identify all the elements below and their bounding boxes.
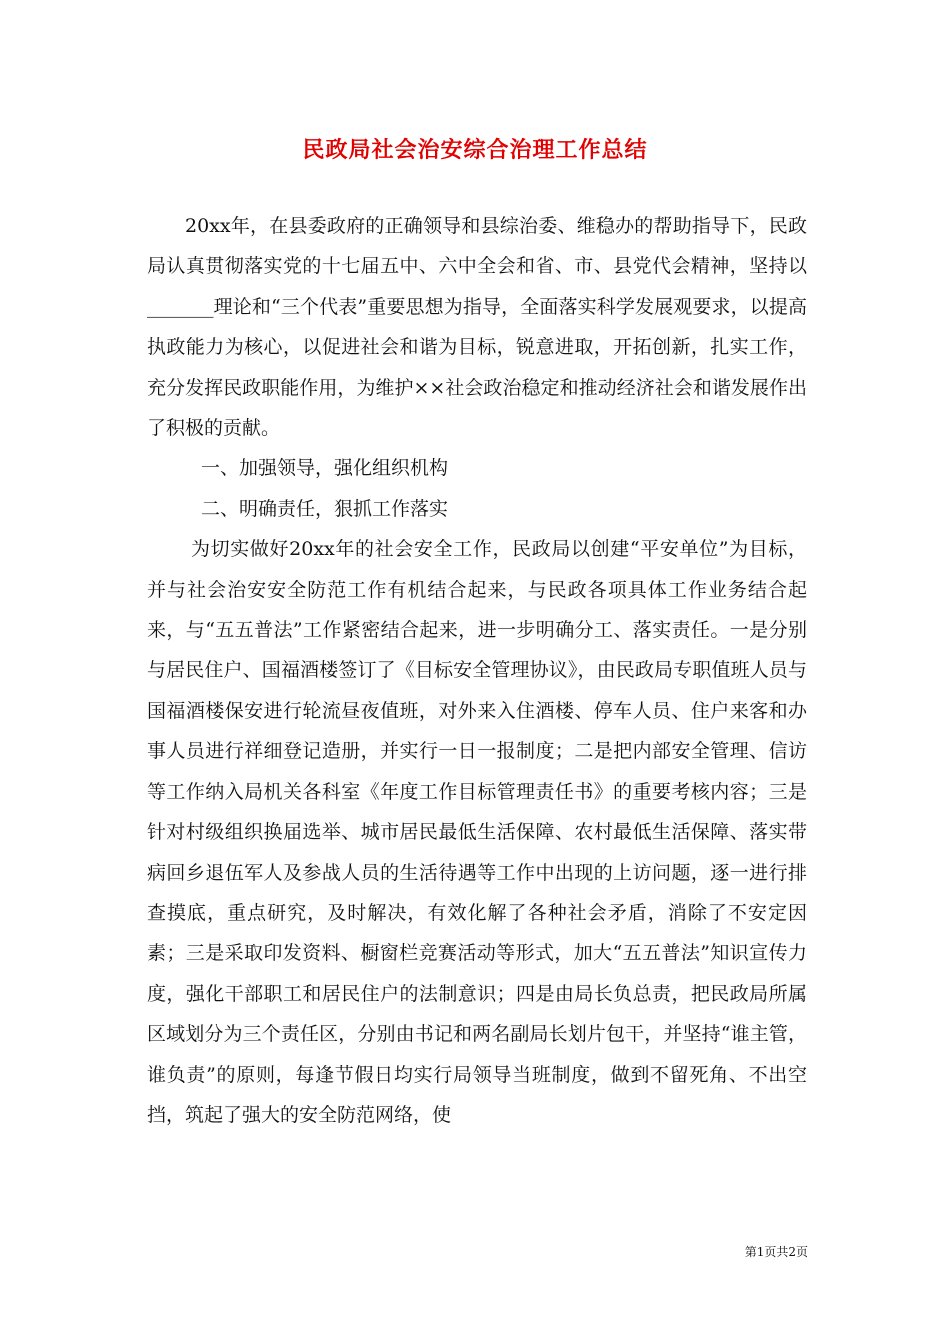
paragraph-responsibility: 为切实做好20xx年的社会安全工作，民政局以创建“平安单位”为目标，并与社会治安安全防范工作有机结合起来，与民政各项具体工作业务结合起来，与“五五普法”工作紧密结合起来，进一步明确分工、落实责任。一是分别与居民住户、国福酒楼签订了《目标安全管理协议》，由民政局专职值班人员与国福酒楼保安进行轮流昼夜值班，对外来入住酒楼、停车人员、住户来客和办事人员进行祥细登记造册，并实行一日一报制度；二是把内部安全管理、信访等工作纳入局机关各科室《年度工作目标管理责任书》的重要考核内容；三是针对村级组织换届选举、城市居民最低生活保障、农村最低生活保障、落实带病回乡退伍军人及参战人员的生活待遇等工作中出现的上访问题，逐一进行排查摸底，重点研究，及时解决，有效化解了各种社会矛盾，消除了不安定因素；三是采取印发资料、橱窗栏竞赛活动等形式，加大“五五普法”知识宣传力度，强化干部职工和居民住户的法制意识；四是由局长负总责，把民政局所属区域划分为三个责任区，分别由书记和两名副局长划片包干，并坚持“谁主管，谁负责”的原则，每逢节假日均实行局领导当班制度，做到不留死角、不出空挡，筑起了强大的安全防范网络，使	[147, 538, 807, 1126]
document-body	[147, 206, 807, 1135]
document-title: 民政局社会治安综合治理工作总结	[302, 137, 648, 163]
section-heading-2: 二、明确责任，狠抓工作落实	[201, 497, 449, 520]
page-number: 第1页共2页	[744, 1245, 808, 1259]
section-heading-1: 一、加强领导，强化组织机构	[201, 457, 449, 480]
paragraph-intro: 20xx年，在县委政府的正确领导和县综治委、维稳办的帮助指导下，民政局认真贯彻落实党的十七届五中、六中全会和省、市、县党代会精神，坚持以_______理论和“三个代表”重要思想为指导，全面落实科学发展观要求，以提高执政能力为核心，以促进社会和谐为目标，锐意进取，开拓创新，扎实工作，充分发挥民政职能作用，为维护××社会政治稳定和推动经济社会和谐发展作出了积极的贡献。	[147, 215, 807, 440]
